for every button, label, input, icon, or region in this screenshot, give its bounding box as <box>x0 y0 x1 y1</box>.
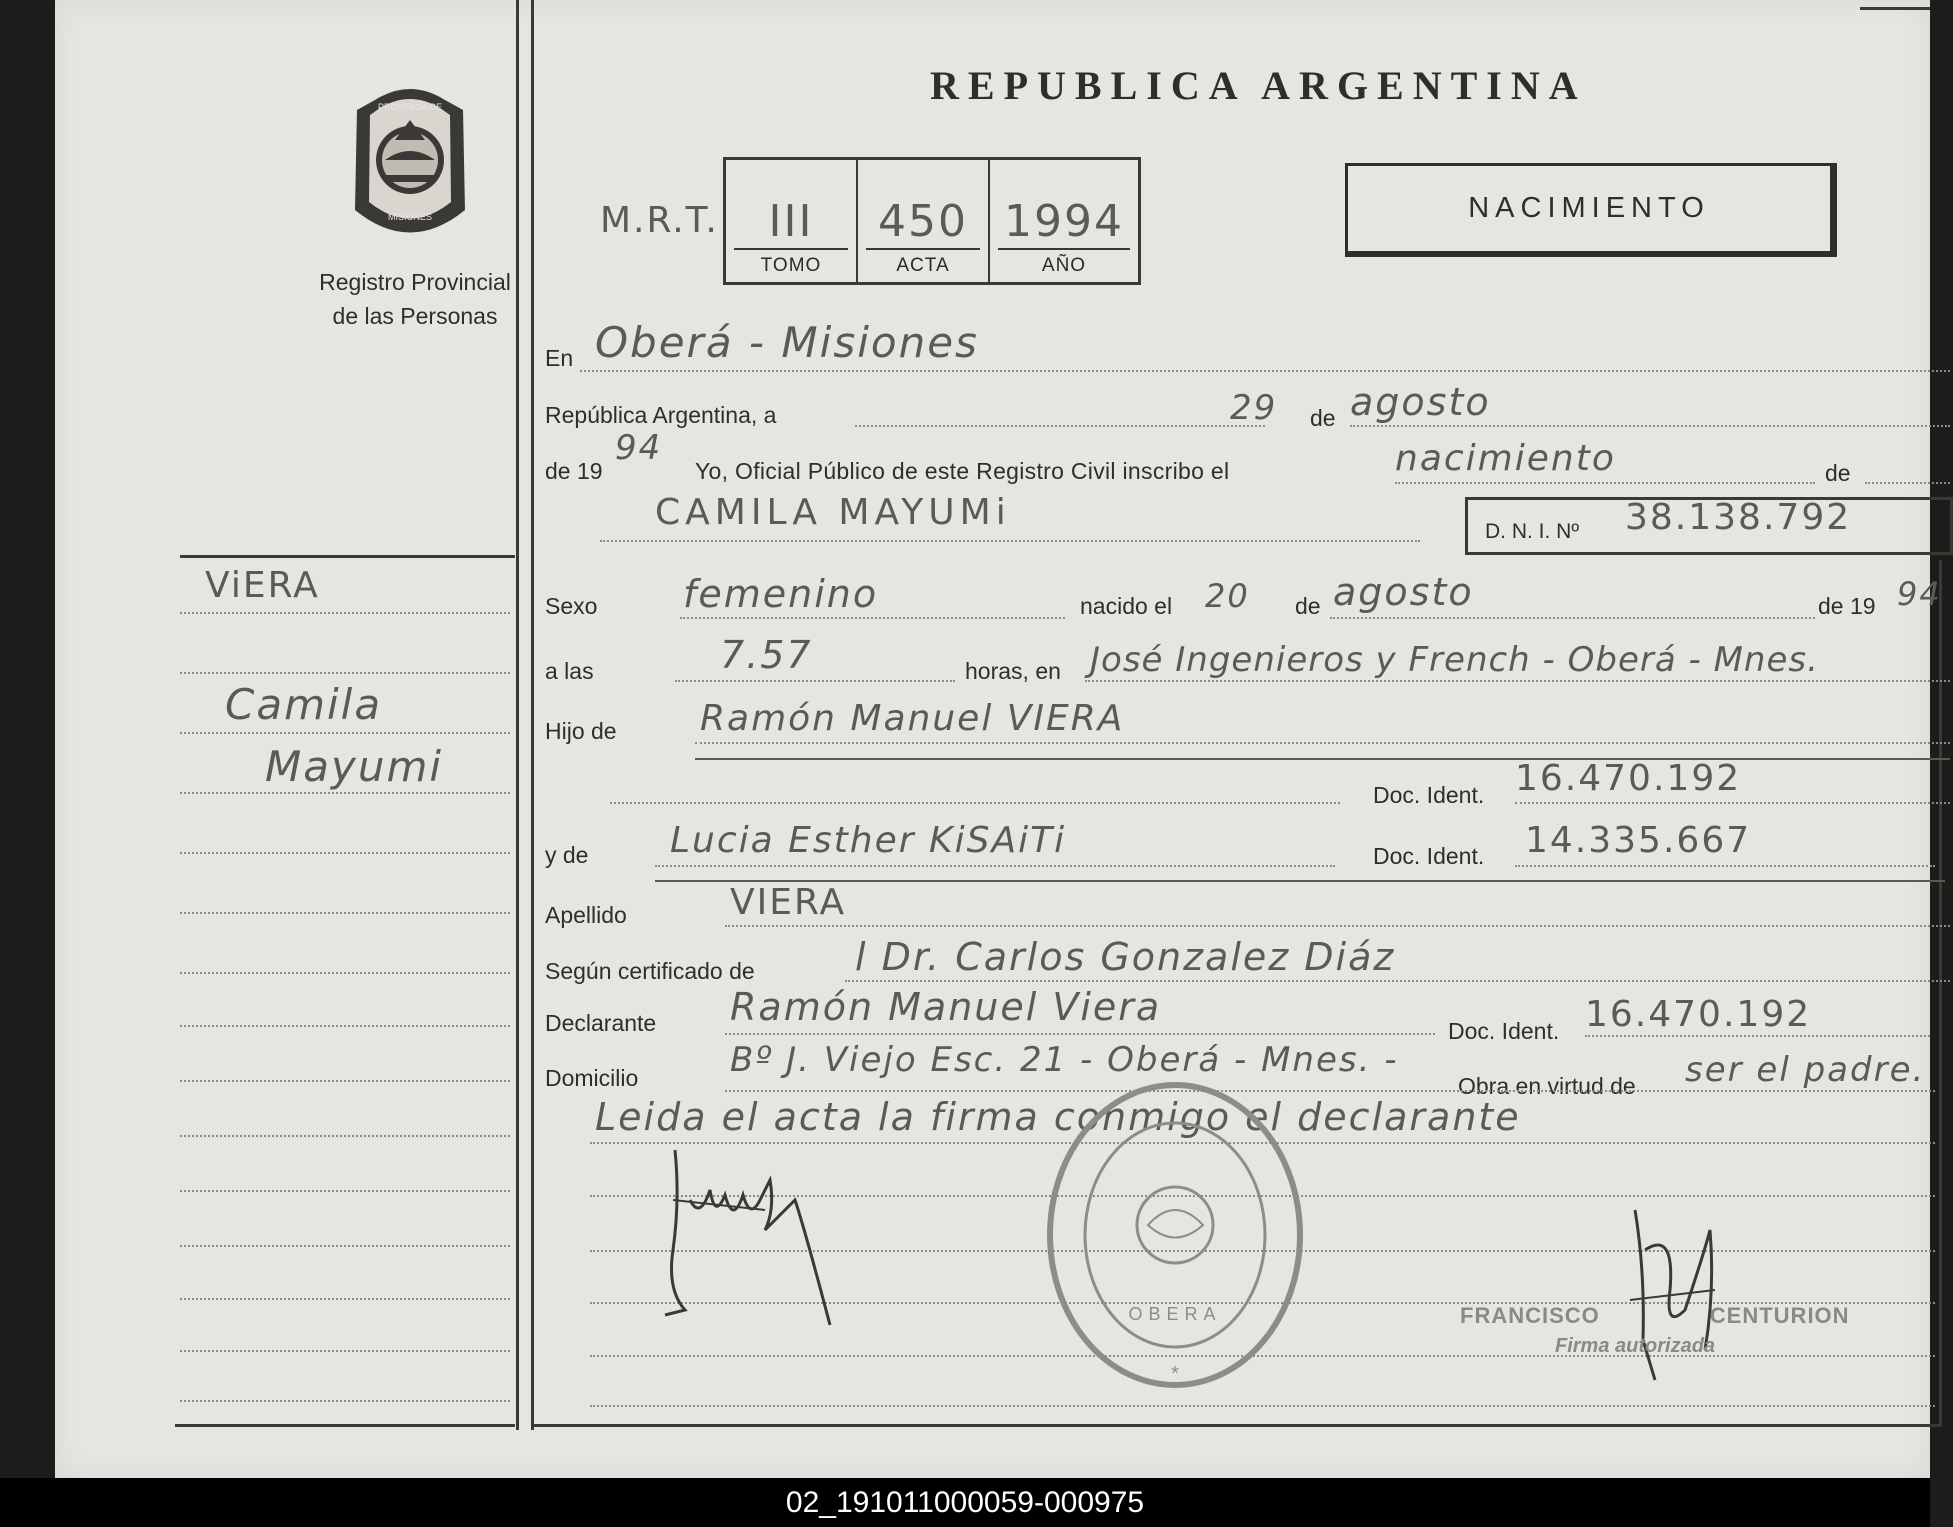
mrt-prefix: M.R.T. <box>600 200 719 241</box>
apellido-line <box>725 925 1950 927</box>
left-section-rule <box>180 555 515 558</box>
official-name-last: CENTURION <box>1709 1303 1850 1328</box>
event-end-line <box>1865 482 1950 484</box>
sexo-line <box>680 617 1065 619</box>
province-emblem-icon <box>335 80 485 250</box>
apellido-label: Apellido <box>545 902 627 928</box>
margin-line <box>180 1298 510 1300</box>
bottom-border-left <box>175 1424 515 1427</box>
republica-label: República Argentina, a <box>545 402 777 428</box>
father-line-2 <box>695 758 1950 760</box>
margin-surname: ViERA <box>205 565 320 606</box>
official-seal-icon <box>1043 1075 1308 1400</box>
acta-underline <box>866 248 980 250</box>
registry-box <box>723 157 1141 285</box>
official-signature-icon <box>1615 1190 1735 1390</box>
organization-name <box>270 265 560 333</box>
margin-given-1: Camila <box>225 680 383 729</box>
margin-line <box>180 1135 510 1137</box>
blank-line <box>590 1405 1935 1407</box>
tomo-underline <box>734 248 848 250</box>
father-line <box>695 742 1950 744</box>
child-name-value: CAMILA MAYUMi <box>655 492 1011 533</box>
obra-value: ser el padre. <box>1685 1050 1926 1090</box>
country-title: REPUBLICA ARGENTINA <box>930 63 1587 108</box>
top-right-border <box>1860 7 1930 10</box>
birth-de-label: de <box>1295 593 1321 619</box>
alas-label: a las <box>545 658 594 684</box>
official-name <box>1460 1303 1850 1329</box>
certifier-line <box>845 980 1950 982</box>
declarante-doc-value: 16.470.192 <box>1585 994 1812 1035</box>
closing-text: Leida el acta la firma conmigo el declarante <box>595 1095 1521 1139</box>
birth-year-label: de 19 <box>1818 593 1876 619</box>
birth-place-value: José Ingenieros y French - Oberá - Mnes. <box>1090 640 1819 680</box>
acta-value: 450 <box>878 196 968 247</box>
document-type-box <box>1345 163 1837 257</box>
emblem-bottom-text: MISIONES <box>387 212 433 222</box>
margin-line <box>180 732 510 734</box>
domicilio-value: Bº J. Viejo Esc. 21 - Oberá - Mnes. - <box>730 1040 1399 1080</box>
org-line-2: de las Personas <box>332 303 498 329</box>
left-column-divider <box>516 0 519 1430</box>
seal-text: OBERA <box>1128 1304 1222 1324</box>
mother-doc-value: 14.335.667 <box>1525 820 1752 861</box>
margin-given-2: Mayumi <box>265 742 444 791</box>
org-line-1: Registro Provincial <box>319 269 511 295</box>
hour-value: 7.57 <box>720 633 813 677</box>
tomo-value: III <box>768 196 814 247</box>
mother-value: Lucia Esther KiSAiTi <box>670 820 1067 861</box>
official-name-first: FRANCISCO <box>1460 1303 1600 1328</box>
domicilio-line <box>725 1090 1935 1092</box>
anio-label: AÑO <box>1041 255 1087 276</box>
sexo-label: Sexo <box>545 593 598 619</box>
date-line-2 <box>1350 425 1950 427</box>
margin-line <box>180 1400 510 1402</box>
margin-line <box>180 972 510 974</box>
birth-date-line <box>1330 617 1815 619</box>
birth-place-line <box>1085 680 1950 682</box>
yde-label: y de <box>545 842 589 868</box>
event-line <box>1395 482 1815 484</box>
certificate-page <box>55 0 1942 1478</box>
mother-line <box>655 865 1335 867</box>
margin-line <box>180 792 510 794</box>
nacido-label: nacido el <box>1080 593 1173 619</box>
father-doc-line <box>1515 802 1950 804</box>
birth-month-value: agosto <box>1333 570 1474 614</box>
anio-value: 1994 <box>1004 196 1124 247</box>
event-value: nacimiento <box>1395 438 1616 479</box>
declarante-value: Ramón Manuel Viera <box>730 985 1162 1029</box>
place-value: Oberá - Misiones <box>595 318 979 367</box>
emblem-top-text: PROVINCIA DE <box>377 102 443 112</box>
margin-line <box>180 1350 510 1352</box>
day-value: 29 <box>1230 388 1278 428</box>
en-label: En <box>545 345 574 371</box>
officer-text: Yo, Oficial Público de este Registro Civil inscribo el <box>695 458 1230 484</box>
de-label: de <box>1310 405 1336 431</box>
margin-line <box>180 1190 510 1192</box>
father-value: Ramón Manuel VIERA <box>700 698 1125 739</box>
footer-band <box>0 1478 1930 1527</box>
de-end-label: de <box>1825 460 1851 486</box>
father-doc-value: 16.470.192 <box>1515 758 1742 799</box>
right-border <box>1939 560 1942 1426</box>
place-line <box>580 370 1950 372</box>
apellido-value: VIERA <box>730 882 847 923</box>
margin-line <box>180 672 510 674</box>
declarante-line <box>725 1033 1435 1035</box>
dni-label: D. N. I. Nº <box>1485 520 1580 543</box>
svg-text:*: * <box>1171 1363 1179 1385</box>
margin-line <box>180 912 510 914</box>
child-name-line <box>600 540 1420 542</box>
margin-line <box>180 1025 510 1027</box>
birth-year-suffix-value: 94 <box>1897 575 1942 613</box>
declarante-doc-label: Doc. Ident. <box>1448 1018 1560 1044</box>
document-type-label: NACIMIENTO <box>1468 192 1710 224</box>
declarante-doc-line <box>1585 1035 1930 1037</box>
horas-label: horas, en <box>965 658 1061 684</box>
domicilio-label: Domicilio <box>545 1065 639 1091</box>
anio-cell <box>990 160 1138 282</box>
tomo-label: TOMO <box>760 255 822 276</box>
hijo-label: Hijo de <box>545 718 617 744</box>
tomo-cell <box>726 160 858 282</box>
acta-label: ACTA <box>896 255 950 276</box>
bottom-border-right <box>531 1424 1941 1427</box>
margin-line <box>180 612 510 614</box>
mother-doc-line <box>1515 865 1935 867</box>
dni-value: 38.138.792 <box>1625 497 1852 538</box>
main-column-divider <box>531 0 534 1430</box>
month-value: agosto <box>1350 380 1491 424</box>
certifier-value: l Dr. Carlos Gonzalez Diáz <box>855 935 1396 979</box>
year-suffix-value: 94 <box>615 428 663 468</box>
declarant-signature-icon <box>655 1140 935 1340</box>
official-role: Firma autorizada <box>1555 1335 1716 1357</box>
margin-line <box>180 1245 510 1247</box>
declarante-label: Declarante <box>545 1010 657 1036</box>
mother-doc-label: Doc. Ident. <box>1373 843 1485 869</box>
anio-underline <box>998 248 1130 250</box>
acta-cell <box>858 160 990 282</box>
margin-line <box>180 1080 510 1082</box>
margin-line <box>180 852 510 854</box>
father-doc-label: Doc. Ident. <box>1373 782 1485 808</box>
birth-day-value: 20 <box>1205 577 1250 615</box>
document-id: 02_191011000059-000975 <box>785 1485 1145 1519</box>
date-line-1 <box>855 425 1265 427</box>
de19-label: de 19 <box>545 458 603 484</box>
hour-line <box>675 680 955 682</box>
obra-label: Obra en virtud de <box>1458 1073 1636 1099</box>
sexo-value: femenino <box>683 572 879 616</box>
father-extra-line <box>610 802 1340 804</box>
mother-separator <box>655 880 1945 882</box>
segun-label: Según certificado de <box>545 958 755 984</box>
